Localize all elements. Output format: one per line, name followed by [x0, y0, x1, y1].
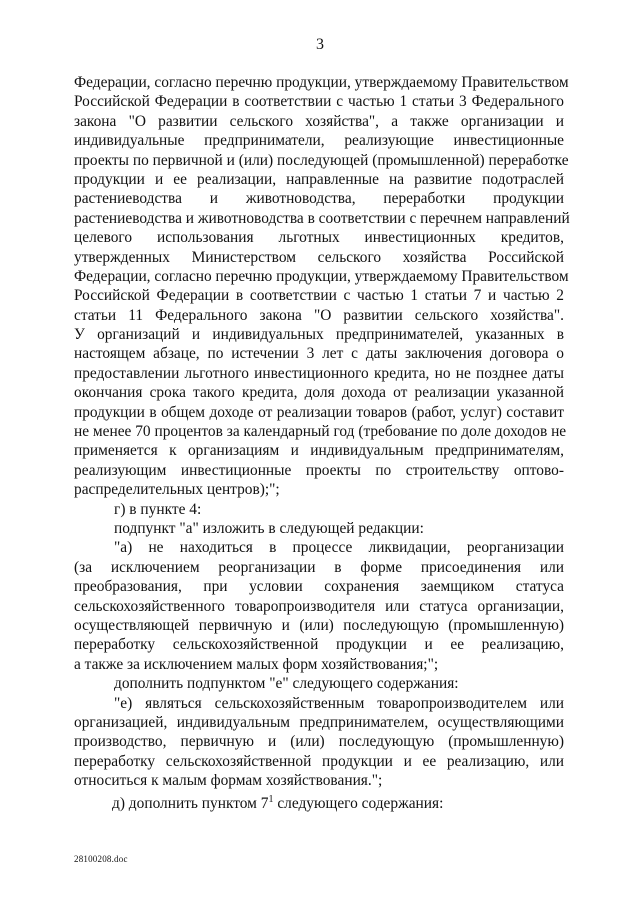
text-line: применяется к организациям и индивидуальным предпринимателям,: [74, 442, 564, 460]
text-line: переработку сельскохозяйственной продукции и ее реализацию, или: [74, 752, 564, 770]
text-line: относиться к малым формам хозяйствования.";: [74, 772, 383, 790]
text-line-last: [74, 790, 564, 813]
text-line: реализующим инвестиционные проекты по строительству оптово-: [74, 461, 564, 479]
text-line: целевого использования льготных инвестиционных кредитов,: [74, 229, 564, 247]
file-name-footer: 28100208.doc: [74, 854, 128, 864]
document-body: [74, 73, 570, 813]
text-line: производство, первичную и (или) последующую (промышленную): [74, 733, 564, 751]
text-line: Федерации, согласно перечню продукции, утверждаемому Правительством: [74, 74, 569, 91]
text-line: настоящем абзаце, по истечении 3 лет с даты заключения договора о: [74, 345, 564, 363]
text-line: растениеводства и животноводства в соответствии с перечнем направлений: [74, 209, 570, 227]
text-line: У организаций и индивидуальных предпринимателей, указанных в: [74, 326, 564, 344]
text-line: утвержденных Министерством сельского хозяйства Российской: [74, 248, 564, 266]
text-line: Российской Федерации в соответствии с частью 1 статьи 3 Федерального: [74, 93, 564, 111]
text-line: переработку сельскохозяйственной продукции и ее реализацию,: [74, 636, 564, 654]
text-line: Федерации, согласно перечню продукции, утверждаемому Правительством: [74, 267, 569, 285]
text-line: Российской Федерации в соответствии с частью 1 статьи 7 и частью 2: [74, 287, 564, 305]
text-line: окончания срока такого кредита, доля дохода от реализации указанной: [74, 384, 564, 402]
text-line: сельскохозяйственного товаропроизводителя или статуса организации,: [74, 597, 564, 615]
text-line: г) в пункте 4:: [114, 500, 202, 518]
last-line-suffix: следующего содержания:: [273, 795, 444, 813]
text-line: организацией, индивидуальным предпринимателем, осуществляющими: [74, 713, 564, 731]
text-line: статьи 11 Федерального закона "О развитии сельского хозяйства".: [74, 306, 564, 324]
text-line: проекты по первичной и (или) последующей (промышленной) переработке: [74, 151, 569, 169]
text-line: преобразования, при условии сохранения заемщиком статуса: [74, 578, 564, 596]
text-line: индивидуальные предприниматели, реализующие инвестиционные: [74, 132, 564, 150]
text-line: (за исключением реорганизации в форме присоединения или: [74, 558, 564, 576]
text-line: предоставлении льготного инвестиционного кредита, но не позднее даты: [74, 364, 564, 382]
text-line: продукции и ее реализации, направленные на развитие подотраслей: [74, 170, 564, 188]
text-line: "е) являться сельскохозяйственным товаропроизводителем или: [114, 694, 564, 712]
text-line: осуществляющей первичную и (или) последующую (промышленную): [74, 616, 564, 634]
text-line: распределительных центров);";: [74, 481, 280, 499]
text-line: подпункт "а" изложить в следующей редакции:: [114, 519, 424, 537]
page-number: 3: [316, 36, 324, 53]
text-line: растениеводства и животноводства, переработки продукции: [74, 190, 564, 208]
text-line: "а) не находиться в процессе ликвидации, реорганизации: [114, 539, 564, 557]
last-line-prefix: д) дополнить пунктом 7: [112, 795, 269, 813]
text-line: а также за исключением малых форм хозяйствования;";: [74, 655, 439, 673]
superscript-number: 1: [268, 794, 274, 806]
text-line: закона "О развитии сельского хозяйства", а также организации и: [74, 112, 564, 130]
text-line: дополнить подпунктом "е" следующего содержания:: [114, 675, 459, 693]
text-line: продукции в общем доходе от реализации товаров (работ, услуг) составит: [74, 403, 564, 421]
text-line: не менее 70 процентов за календарный год (требование по доле доходов не: [74, 423, 567, 441]
